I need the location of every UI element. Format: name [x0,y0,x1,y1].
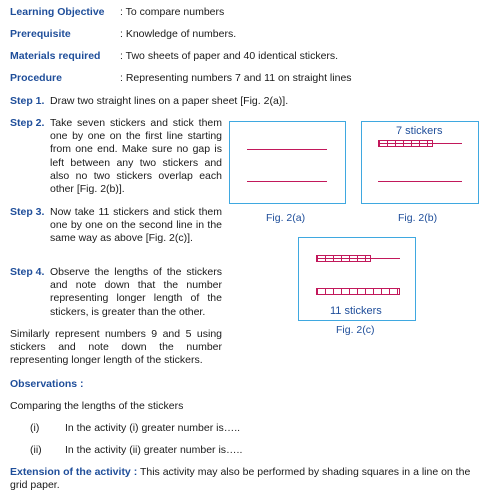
extension-label: Extension of the activity : [10,466,138,478]
similarly-text: Similarly represent numbers 9 and 5 using stickers and note down the number representing longer length of the stickers. [10,328,222,367]
value-learning-objective: : To compare numbers [120,6,225,18]
step-2-label: Step 2. [10,117,45,129]
figure-2b-box [361,121,479,204]
step-4-text: Observe the lengths of the stickers and note down that the number representing longer length of the stickers, is greater than the other. [50,266,222,318]
observation-1-text: In the activity (i) greater number is….. [65,422,241,434]
figure-2c-line-1 [316,258,400,259]
figure-2a-line-1 [247,149,327,150]
figure-2c-caption: Fig. 2(c) [336,324,375,336]
figure-2c-box [298,237,416,321]
figure-2b-label: 7 stickers [396,125,443,137]
step-1-label: Step 1. [10,95,45,107]
value-prerequisite: : Knowledge of numbers. [120,28,237,40]
extension-paragraph [10,466,486,492]
figure-2b-line-2 [378,181,462,182]
observations-intro: Comparing the lengths of the stickers [10,400,184,412]
figure-2a-box [229,121,346,204]
figure-2b-line-1 [378,143,462,144]
step-3-text: Now take 11 stickers and stick them one by one on the second line in the same way as above [Fig. 2(c)]. [50,206,222,245]
observation-2-num: (ii) [30,444,42,456]
label-materials: Materials required [10,50,101,62]
figure-2b-caption: Fig. 2(b) [398,212,438,224]
extension-text: This activity may also be performed by shading squares in a line on the grid paper. [10,466,471,492]
figure-2a-line-2 [247,181,327,182]
label-prerequisite: Prerequisite [10,28,71,40]
observations-heading: Observations : [10,378,84,390]
value-procedure: : Representing numbers 7 and 11 on straight lines [120,72,352,84]
figure-2c-stickers-2 [316,288,400,295]
label-learning-objective: Learning Objective [10,6,105,18]
step-3-label: Step 3. [10,206,45,218]
step-4-label: Step 4. [10,266,45,278]
observation-1-num: (i) [30,422,40,434]
figure-2a-caption: Fig. 2(a) [266,212,306,224]
step-2-text: Take seven stickers and stick them one by one on the first line starting from one end. Make sure no gap is left between any two stickers and also no two stickers overlap each other [Fig. 2(b)]. [50,117,222,196]
observation-2-text: In the activity (ii) greater number is….. [65,444,243,456]
step-1-text: Draw two straight lines on a paper sheet [Fig. 2(a)]. [50,95,289,107]
figure-2c-label: 11 stickers [330,305,382,317]
label-procedure: Procedure [10,72,62,84]
value-materials: : Two sheets of paper and 40 identical stickers. [120,50,339,62]
